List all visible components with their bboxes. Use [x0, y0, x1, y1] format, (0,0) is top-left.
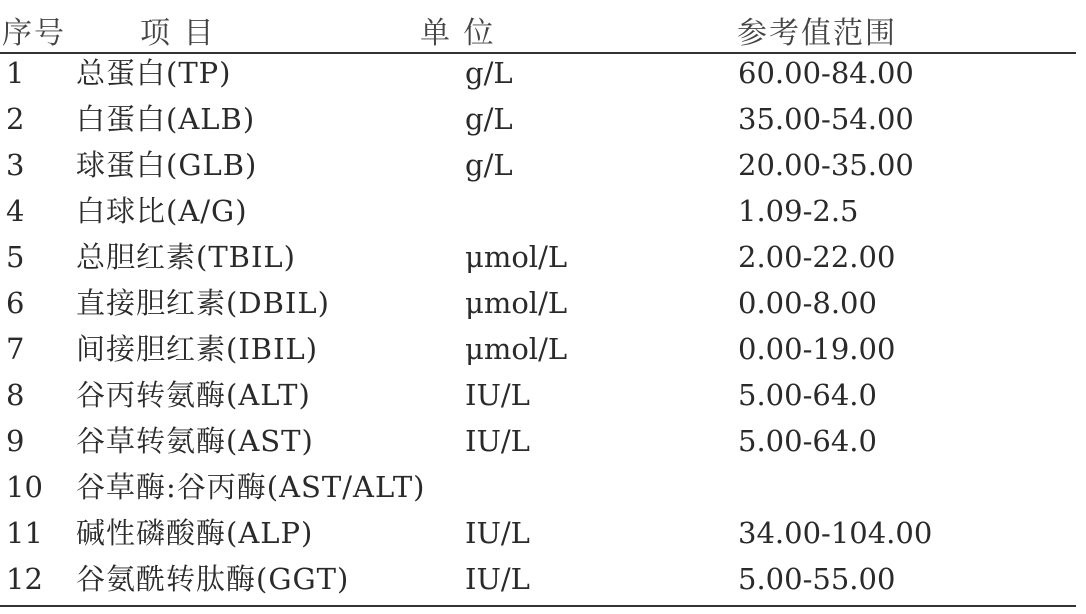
row-unit: g/L: [465, 56, 513, 90]
row-range: 5.00-64.0: [738, 424, 877, 458]
row-unit: g/L: [465, 102, 513, 136]
row-number: 7: [6, 332, 25, 366]
header-no: 序号: [2, 16, 66, 51]
row-range: 60.00-84.00: [738, 56, 914, 90]
row-number: 6: [6, 286, 25, 320]
row-range: 5.00-55.00: [738, 562, 896, 596]
table-row: [0, 142, 1076, 188]
row-item: 谷草转氨酶(AST): [76, 424, 314, 458]
table-row: [0, 556, 1076, 602]
row-item: 谷草酶:谷丙酶(AST/ALT): [76, 470, 426, 504]
header-range: 参考值范围: [737, 16, 897, 51]
row-range: 2.00-22.00: [738, 240, 896, 274]
row-item: 总胆红素(TBIL): [76, 240, 296, 274]
row-range: 20.00-35.00: [738, 148, 914, 182]
table-row: [0, 188, 1076, 234]
row-unit: IU/L: [465, 424, 530, 458]
row-range: 35.00-54.00: [738, 102, 914, 136]
table-row: [0, 464, 1076, 510]
row-unit: g/L: [465, 148, 513, 182]
row-item: 白球比(A/G): [76, 194, 248, 228]
row-number: 3: [6, 148, 25, 182]
row-range: 5.00-64.0: [738, 378, 877, 412]
row-number: 4: [6, 194, 25, 228]
table-row: [0, 234, 1076, 280]
row-item: 总蛋白(TP): [76, 56, 232, 90]
row-item: 间接胆红素(IBIL): [76, 332, 319, 366]
row-item: 球蛋白(GLB): [76, 148, 258, 182]
row-item: 直接胆红素(DBIL): [76, 286, 330, 320]
table-row: [0, 418, 1076, 464]
table-row: [0, 372, 1076, 418]
table-row: [0, 50, 1076, 96]
row-number: 1: [6, 56, 25, 90]
row-number: 11: [6, 516, 43, 550]
row-range: 0.00-8.00: [738, 286, 877, 320]
row-item: 白蛋白(ALB): [76, 102, 256, 136]
row-number: 12: [6, 562, 43, 596]
row-number: 8: [6, 378, 25, 412]
table-row: [0, 280, 1076, 326]
row-unit: IU/L: [465, 516, 530, 550]
row-range: 1.09-2.5: [738, 194, 859, 228]
table-row: [0, 510, 1076, 556]
row-unit: μmol/L: [465, 286, 568, 320]
row-item: 谷丙转氨酶(ALT): [76, 378, 311, 412]
row-unit: IU/L: [465, 562, 530, 596]
bottom-rule: [0, 605, 1076, 607]
row-number: 10: [6, 470, 43, 504]
table-row: [0, 96, 1076, 142]
row-unit: IU/L: [465, 378, 530, 412]
row-unit: μmol/L: [465, 332, 568, 366]
table-row: [0, 326, 1076, 372]
row-item: 谷氨酰转肽酶(GGT): [76, 562, 350, 596]
row-number: 9: [6, 424, 25, 458]
row-range: 34.00-104.00: [738, 516, 933, 550]
header-unit: 单 位: [420, 16, 496, 51]
row-unit: μmol/L: [465, 240, 568, 274]
row-range: 0.00-19.00: [738, 332, 896, 366]
row-number: 2: [6, 102, 25, 136]
header-item: 项 目: [140, 16, 216, 51]
row-number: 5: [6, 240, 25, 274]
row-item: 碱性磷酸酶(ALP): [76, 516, 314, 550]
page-edge: [1076, 40, 1086, 600]
